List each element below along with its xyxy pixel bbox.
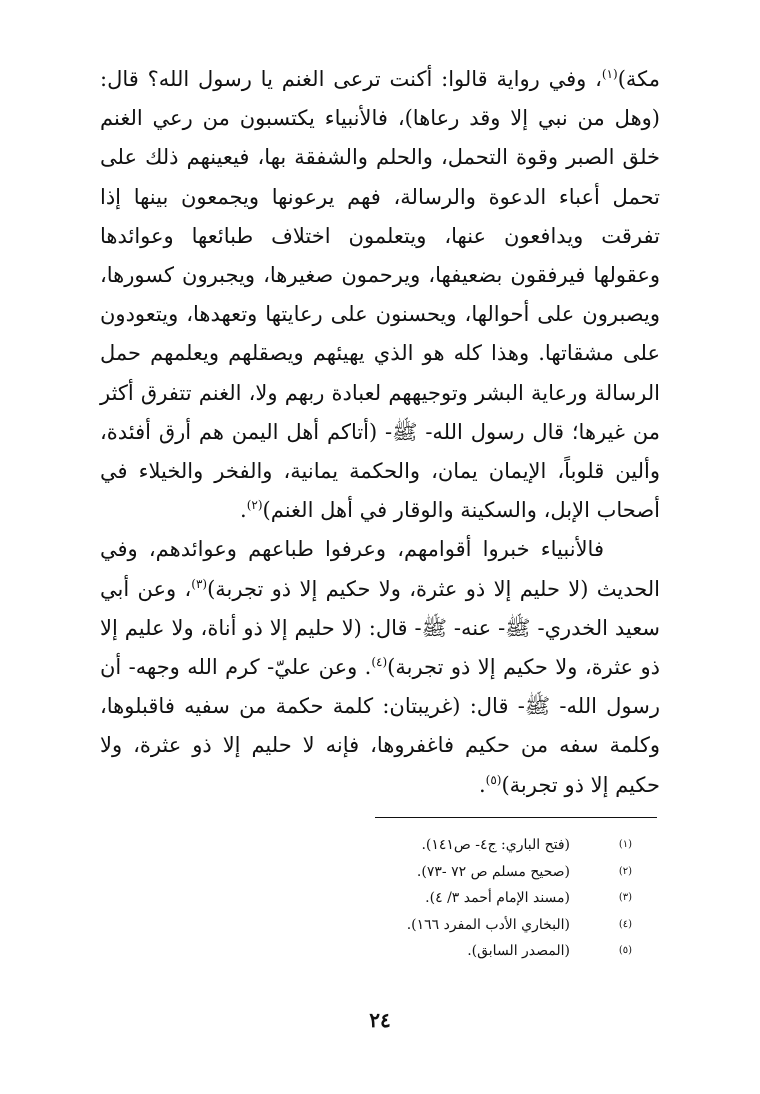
footnote-text: (مسند الإمام أحمد ٣/ ٤).: [425, 890, 570, 906]
footnote-item: [312, 912, 632, 939]
footnote-reference: (٤): [371, 655, 388, 670]
footnote-text: (المصدر السابق).: [467, 943, 570, 959]
footnote-number: (١): [618, 839, 632, 850]
paragraph-2: [100, 530, 660, 804]
text-segment: .: [240, 498, 247, 523]
page-number: ٢٤: [369, 1008, 391, 1032]
footnote-reference: (٥): [485, 772, 502, 787]
text-segment: . وعن عليّ- كرم الله وجهه- أن رسول الله- ﷺ- قال: (غريبتان: كلمة حكمة من سفيه فاقبلوها، وكلمة سفه من حكيم فاغفروها، فإنه لا حليم إلا ذو عثرة، ولا حكيم إلا ذو تجربة): [100, 655, 660, 797]
footnote-reference: (١): [601, 67, 618, 81]
text-segment: فالأنبياء خبروا أقوامهم، وعرفوا طباعهم وعوائدهم، وفي الحديث (لا حليم إلا ذو عثرة، ولا حكيم إلا ذو تجربة): [100, 537, 660, 601]
text-segment: .: [478, 772, 486, 797]
footnote-item: [312, 938, 632, 965]
footnote-number: (٥): [618, 945, 632, 956]
footnote-reference: (٣): [191, 576, 208, 591]
footnote-number: (٤): [618, 918, 632, 930]
footnote-number: (٢): [618, 865, 632, 877]
main-text: [100, 60, 660, 805]
footnote-text: (البخاري الأدب المفرد ١٦٦).: [406, 916, 570, 933]
footnote-item: [312, 859, 632, 886]
footnotes-list: [312, 832, 632, 965]
footnote-item: [312, 832, 632, 859]
paragraph-1: [100, 60, 660, 530]
text-segment: ، وفي رواية قالوا: أكنت ترعى الغنم يا رسول الله؟ قال: (وهل من نبي إلا وقد رعاها)، فالأنبياء يكتسبون من رعي الغنم خلق الصبر وقوة التحمل، والحلم والشفقة بها، فيعينهم ذلك على تحمل أعباء الدعوة والرسالة، فهم يرعونها ويجمعون بينها إذا تفرقت ويدافعون عنها، ويتعلمون اختلاف طبائعها وعوائدها وعقولها فيرفقون بضعيفها، ويرحمون صغيرها، ويجبرون كسورها، ويصبرون على أحوالها، ويحسنون على رعايتها وتعهدها، ويتعودون على مشقاتها. وهذا كله هو الذي يهيئهم ويصقلهم ويعلمهم حمل الرسالة ورعاية البشر وتوجيههم لعبادة ربهم ولا، الغنم تتفرق أكثر من غيرها؛ قال رسول الله- ﷺ- (أتاكم أهل اليمن هم أرق أفئدة، وألين قلوباً، الإيمان يمان، والحكمة يمانية، والفخر والخيلاء في أصحاب الإبل، والسكينة والوقار في أهل الغنم): [100, 67, 661, 523]
footnote-text: (فتح الباري: ج٤- ص١٤١).: [421, 837, 570, 853]
footnote-number: (٣): [618, 892, 632, 903]
footnote-reference: (٢): [246, 498, 263, 513]
text-segment: ، وعن أبي سعيد الخدري- ﷺ- عنه- ﷺ- قال: (لا حليم إلا ذو أناة، ولا عليم إلا ذو عثرة، ولا حكيم إلا ذو تجربة): [100, 576, 660, 680]
footnote-divider: [375, 817, 657, 818]
footnote-text: (صحيح مسلم ص ٧٢ -٧٣).: [416, 863, 570, 880]
text-segment: مكة): [617, 67, 660, 91]
footnote-item: [312, 885, 632, 912]
